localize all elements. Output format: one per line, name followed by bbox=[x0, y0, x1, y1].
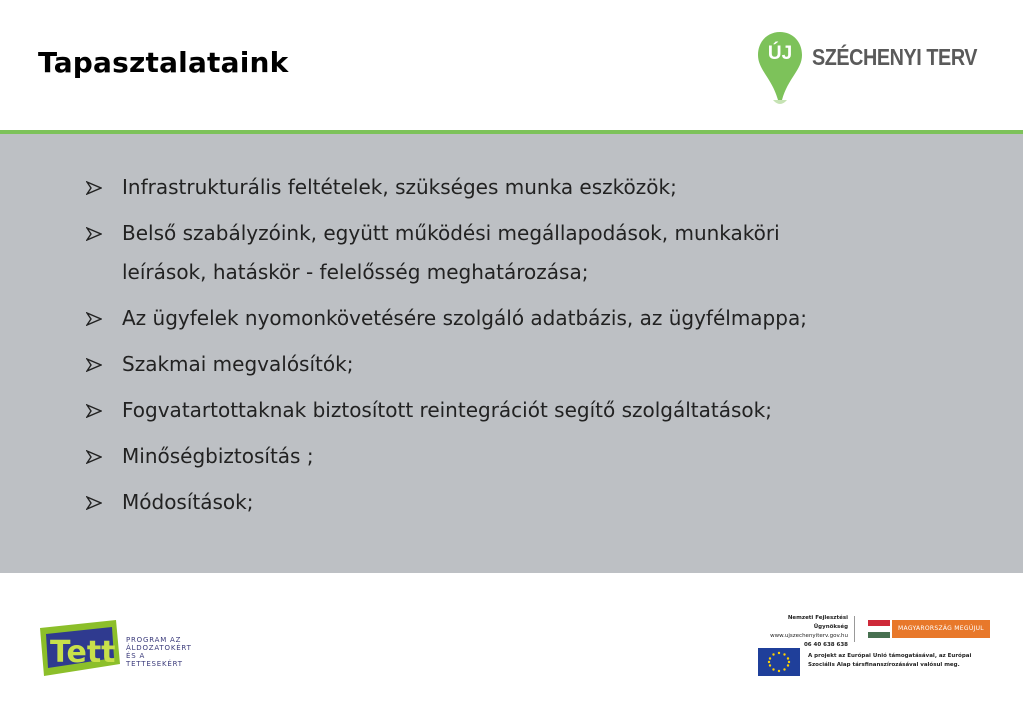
list-item bbox=[86, 345, 986, 384]
list-item bbox=[86, 391, 986, 430]
page-title: Tapasztalataink bbox=[38, 46, 289, 79]
agency-name: Nemzeti Fejlesztési Ügynökség bbox=[787, 615, 848, 630]
bullet-list bbox=[86, 168, 986, 529]
list-item bbox=[86, 483, 986, 522]
bullet-text: Módosítások; bbox=[122, 490, 254, 514]
list-item bbox=[86, 299, 986, 338]
magyarorszag-megujul-banner: MAGYARORSZÁG MEGÚJUL bbox=[892, 620, 990, 638]
eu-funding-footer bbox=[756, 614, 996, 686]
arrow-bullet-icon bbox=[86, 181, 102, 195]
arrow-bullet-icon bbox=[86, 450, 102, 464]
agency-phone: 06 40 638 638 bbox=[803, 642, 848, 648]
agency-info bbox=[756, 614, 848, 650]
location-pin-icon bbox=[756, 30, 812, 106]
hungarian-flag-icon bbox=[868, 620, 890, 638]
arrow-bullet-icon bbox=[86, 496, 102, 510]
arrow-bullet-icon bbox=[86, 312, 102, 326]
tett-program-text: PROGRAM AZ ÁLDOZATOKÉRT ÉS A TETTESEKÉRT bbox=[126, 636, 192, 668]
list-item bbox=[86, 168, 986, 207]
arrow-bullet-icon bbox=[86, 227, 102, 241]
footer-divider bbox=[854, 616, 855, 642]
szechenyi-terv-logo bbox=[756, 30, 996, 110]
bullet-text: Belső szabályzóink, együtt működési megállapodások, munkaköri bbox=[122, 221, 780, 245]
bullet-text: Az ügyfelek nyomonkövetésére szolgáló adatbázis, az ügyfélmappa; bbox=[122, 306, 807, 330]
arrow-bullet-icon bbox=[86, 358, 102, 372]
svg-text:Tett: Tett bbox=[50, 635, 116, 670]
list-item bbox=[86, 437, 986, 476]
brand-name: SZÉCHENYI TERV bbox=[812, 44, 978, 70]
list-item bbox=[86, 214, 986, 292]
tett-logo-icon bbox=[38, 618, 122, 680]
agency-url: www.ujszechenyiterv.gov.hu bbox=[770, 633, 848, 639]
arrow-bullet-icon bbox=[86, 404, 102, 418]
bullet-text: Infrastrukturális feltételek, szükséges munka eszközök; bbox=[122, 175, 677, 199]
eu-flag-icon bbox=[758, 648, 800, 676]
brand-logo-letters: ÚJ bbox=[767, 43, 793, 64]
bullet-text: Minőségbiztosítás ; bbox=[122, 444, 314, 468]
tett-program-logo bbox=[38, 618, 198, 682]
bullet-text-continued: leírások, hatáskör - felelősség meghatározása; bbox=[122, 260, 589, 284]
bullet-text: Szakmai megvalósítók; bbox=[122, 352, 354, 376]
eu-funding-text: A projekt az Európai Unió támogatásával, az Európai Szociális Alap társfinanszírozásával valósul meg. bbox=[808, 653, 972, 668]
bullet-text: Fogvatartottaknak biztosított reintegrációt segítő szolgáltatások; bbox=[122, 398, 772, 422]
